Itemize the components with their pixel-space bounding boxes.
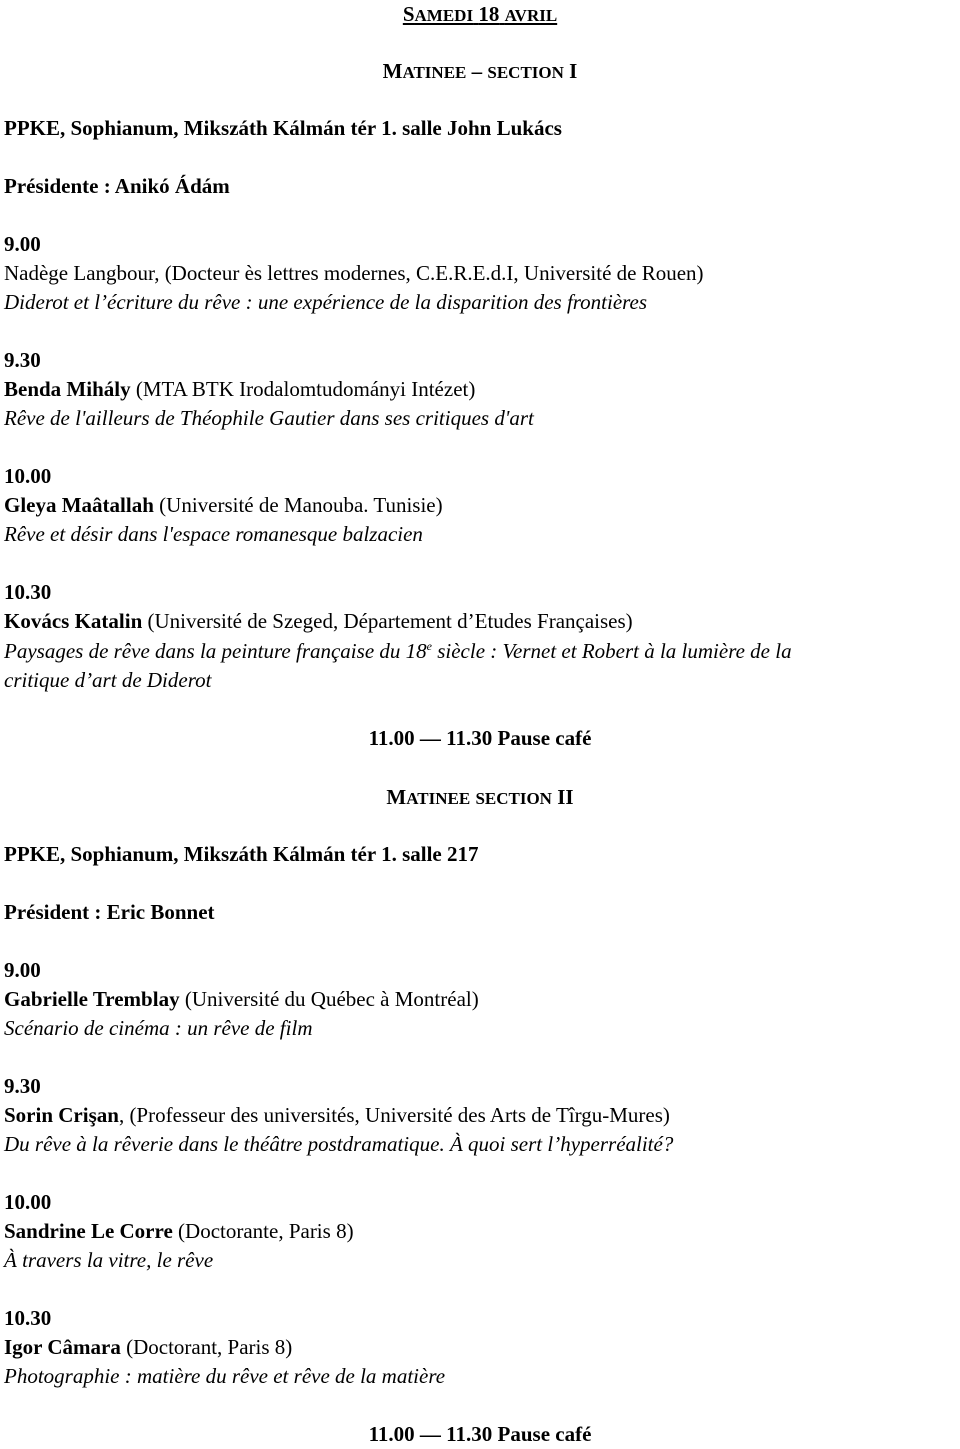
talk-title: Photographie : matière du rêve et rêve de la matière [4,1364,446,1388]
talk-speaker-line [4,985,479,1014]
talk-speaker: Kovács Katalin [4,609,143,633]
section-2-heading: MATINEE SECTION II [386,785,574,809]
talk-title: Paysages de rêve dans la peinture française du 18e siècle : Vernet et Robert à la lumière de la [4,639,792,663]
talk-affiliation: (Université du Québec à Montréal) [179,987,479,1011]
talk-affiliation: , (Docteur ès lettres modernes, C.E.R.E.d.I, Université de Rouen) [154,261,704,285]
talk-speaker: Sandrine Le Corre [4,1219,173,1243]
talk-title: Rêve et désir dans l'espace romanesque balzacien [4,522,423,546]
talk-speaker-line [4,607,633,636]
talk-affiliation: (Université de Szeged, Département d’Etudes Françaises) [142,609,633,633]
talk-affiliation: (Doctorant, Paris 8) [120,1335,293,1359]
talk-speaker: Igor Câmara [4,1335,121,1359]
talk-speaker: Gabrielle Tremblay [4,987,180,1011]
pause-cafe: 11.00 — 11.30 Pause café [368,1422,592,1446]
section-1-heading: MATINEE – SECTION I [382,59,578,83]
talk-affiliation: , (Professeur des universités, Université des Arts de Tîrgu-Mures) [118,1103,670,1127]
pause-cafe: 11.00 — 11.30 Pause café [368,726,592,750]
talk-speaker-line [4,375,475,404]
section-2-chair: Président : Eric Bonnet [4,900,215,924]
talk-time: 10.30 [4,1306,52,1330]
talk-time: 10.00 [4,1190,52,1214]
talk-speaker: Nadège Langbour [4,261,155,285]
talk-speaker-line [4,1217,354,1246]
talk-title: Scénario de cinéma : un rêve de film [4,1016,313,1040]
talk-affiliation: (Doctorante, Paris 8) [172,1219,354,1243]
talk-affiliation: (Université de Manouba. Tunisie) [153,493,443,517]
section-2-venue: PPKE, Sophianum, Mikszáth Kálmán tér 1. salle 217 [4,842,479,866]
section-1-venue: PPKE, Sophianum, Mikszáth Kálmán tér 1. salle John Lukács [4,116,562,140]
talk-time: 10.30 [4,580,52,604]
talk-speaker-line [4,491,443,520]
talk-affiliation: (MTA BTK Irodalomtudományi Intézet) [130,377,476,401]
talk-time: 9.30 [4,1074,41,1098]
talk-speaker: Sorin Crişan [4,1103,119,1127]
talk-speaker: Gleya Maâtallah [4,493,154,517]
talk-speaker-line [4,1333,292,1362]
talk-title: Du rêve à la rêverie dans le théâtre postdramatique. À quoi sert l’hyperréalité? [4,1132,674,1156]
talk-title-continued: critique d’art de Diderot [4,668,212,692]
talk-title: À travers la vitre, le rêve [4,1248,214,1272]
talk-title: Rêve de l'ailleurs de Théophile Gautier dans ses critiques d'art [4,406,534,430]
talk-title: Diderot et l’écriture du rêve : une expérience de la disparition des frontières [4,290,648,314]
talk-speaker-line [4,259,704,288]
talk-speaker: Benda Mihály [4,377,131,401]
talk-time: 10.00 [4,464,52,488]
day-heading: SAMEDI 18 AVRIL [402,2,558,26]
talk-speaker-line [4,1101,670,1130]
talk-time: 9.00 [4,232,41,256]
talk-time: 9.00 [4,958,41,982]
section-1-chair: Présidente : Anikó Ádám [4,174,230,198]
talk-time: 9.30 [4,348,41,372]
